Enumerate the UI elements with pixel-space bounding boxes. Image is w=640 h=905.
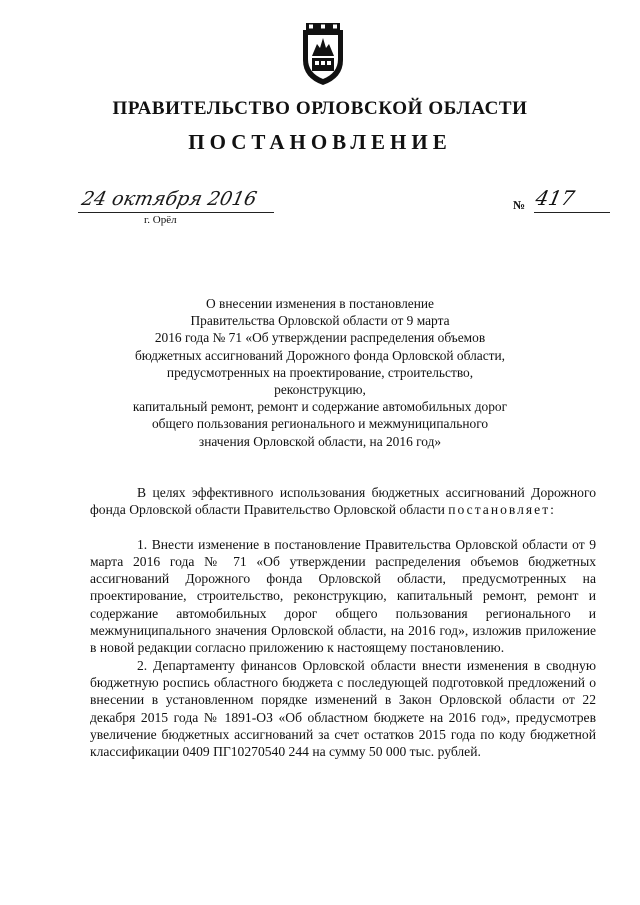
city-label: г. Орёл — [144, 214, 177, 226]
subject-line: значения Орловской области, на 2016 год» — [198, 433, 442, 449]
resolves-word: постановляет: — [448, 502, 556, 518]
document-type: ПОСТАНОВЛЕНИЕ — [188, 130, 452, 154]
document-subject — [120, 295, 520, 450]
subject-line: общего пользования регионального и межмуниципального — [151, 416, 489, 432]
subject-line: О внесении изменения в постановление — [206, 296, 434, 311]
subject-line: предусмотренных на проектирование, строительство, реконструкцию, — [166, 364, 474, 398]
document-number — [513, 186, 577, 214]
preamble-paragraph — [90, 484, 596, 519]
document-body — [90, 484, 596, 760]
handwritten-number: 417 — [533, 186, 577, 210]
preamble-text: В целях эффективного использования бюджетных ассигнований Дорожного фонда Орловской области Правительство Орловской области — [90, 485, 596, 518]
number-underline — [534, 212, 610, 213]
item-2-paragraph: 2. Департаменту финансов Орловской области внести изменения в сводную бюджетную роспись областного бюджета с последующей подготовкой предложений о внесении в установленном порядке изменений в Закон Орловской области от 22 декабря 2015 года № 1891-ОЗ «Об областном бюджете на 2016 год», предусмотрев увеличение бюджетных ассигнований за счет остатков 2015 года по коду бюджетной классификации 0409 ПГ10270540 244 на сумму 50 000 тыс. рублей. — [90, 657, 596, 760]
subject-line: Правительства Орловской области от 9 марта — [190, 313, 450, 329]
number-label: № — [513, 198, 526, 212]
subject-line: капитальный ремонт, ремонт и содержание автомобильных дорог — [132, 399, 508, 415]
subject-line: 2016 года № 71 «Об утверждении распределения объемов — [154, 330, 486, 346]
subject-line: бюджетных ассигнований Дорожного фонда Орловской области, — [134, 347, 506, 363]
government-title: ПРАВИТЕЛЬСТВО ОРЛОВСКОЙ ОБЛАСТИ — [112, 98, 528, 119]
handwritten-date: 24 октября 2016 — [79, 188, 259, 210]
item-1-paragraph: 1. Внести изменение в постановление Правительства Орловской области от 9 марта 2016 года № 71 «Об утверждении распределения объемов бюджетных ассигнований Дорожного фонда Орловской области, предусмотренных на проектирование, строительство, реконструкцию, капитальный ремонт, ремонт и содержание автомобильных дорог общего пользования регионального и межмуниципального значения Орловской области, на 2016 год», изложив приложение в новой редакции согласно приложению к настоящему постановлению. — [90, 536, 596, 656]
date-underline — [78, 212, 274, 213]
coat-of-arms-icon — [300, 22, 346, 86]
